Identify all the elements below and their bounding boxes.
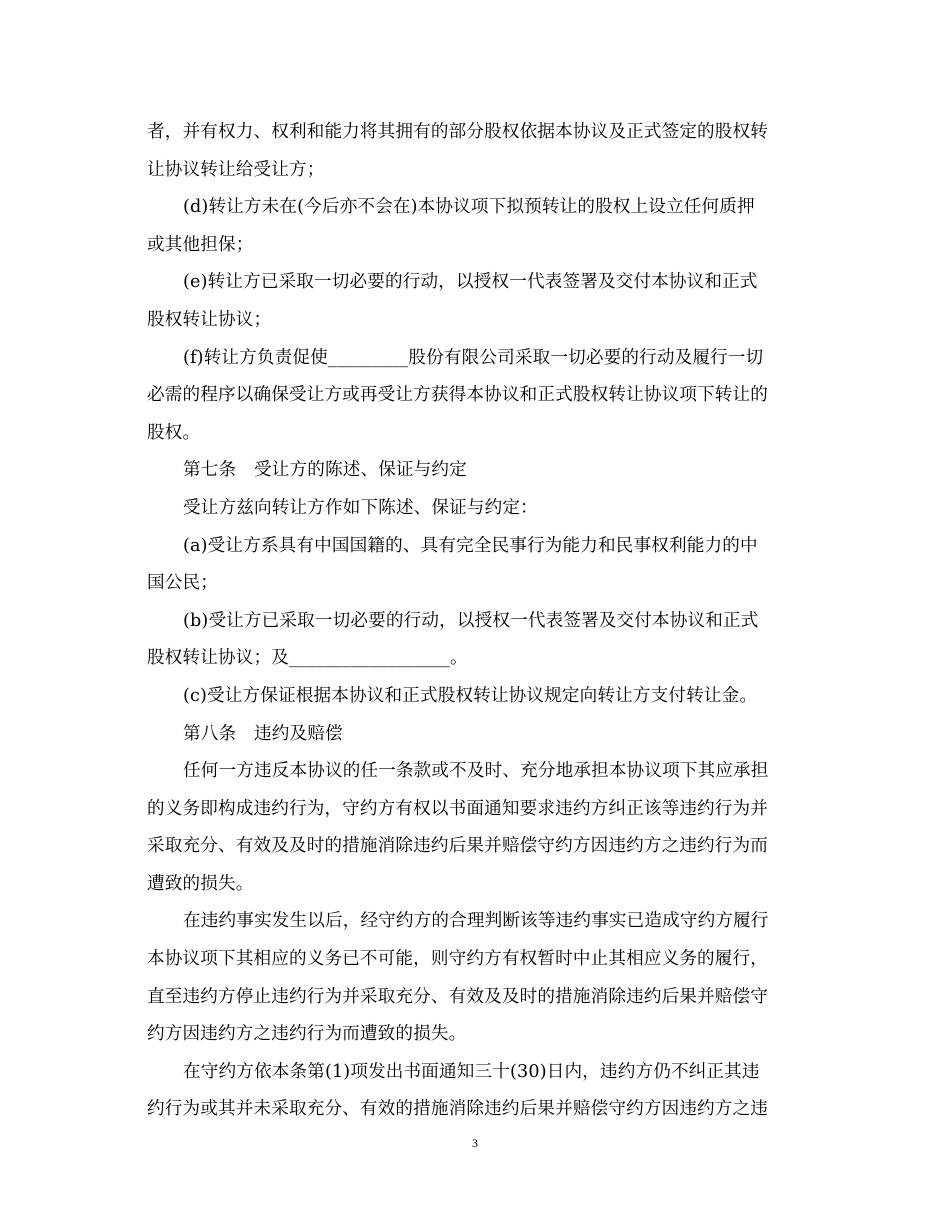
text-line: (c)受让方保证根据本协议和正式股权转让协议规定向转让方支付转让金。 bbox=[183, 685, 758, 706]
text-line: 约方因违约方之违约行为而遭致的损失。 bbox=[147, 1024, 467, 1045]
text-line: 的义务即构成违约行为，守约方有权以书面通知要求违约方纠正该等违约行为并 bbox=[147, 798, 769, 819]
text-line: 直至违约方停止违约行为并采取充分、有效及及时的措施消除违约后果并赔偿守 bbox=[147, 986, 769, 1007]
text-line: (b)受让方已采取一切必要的行动，以授权一代表签署及交付本协议和正式 bbox=[183, 610, 759, 631]
document-body bbox=[147, 114, 807, 1129]
text-line: 股权转让协议；及__________________。 bbox=[147, 648, 468, 669]
text-line: 采取充分、有效及及时的措施消除违约后果并赔偿守约方因违约方之违约行为而 bbox=[147, 836, 769, 857]
text-line: 约行为或其并未采取充分、有效的措施消除违约后果并赔偿守约方因违约方之违 bbox=[147, 1099, 769, 1120]
text-line: 股权。 bbox=[147, 422, 201, 443]
text-line: 在守约方依本条第(1)项发出书面通知三十(30)日内，违约方仍不纠正其违 bbox=[183, 1061, 760, 1082]
text-line: 受让方兹向转让方作如下陈述、保证与约定： bbox=[183, 497, 538, 518]
text-line: 股权转让协议； bbox=[147, 309, 272, 330]
text-line: (d)转让方未在(今后亦不会在)本协议项下拟预转让的股权上设立任何质押 bbox=[183, 197, 755, 218]
text-line: (f)转让方负责促使_________股份有限公司采取一切必要的行动及履行一切 bbox=[183, 347, 764, 368]
text-line: 第八条 违约及赔偿 bbox=[183, 723, 343, 744]
page-number: 3 bbox=[472, 1136, 478, 1150]
text-line: 国公民； bbox=[147, 573, 218, 594]
text-line: 任何一方违反本协议的任一条款或不及时、充分地承担本协议项下其应承担 bbox=[183, 761, 769, 782]
text-line: (e)转让方已采取一切必要的行动，以授权一代表签署及交付本协议和正式 bbox=[183, 272, 758, 293]
text-line: (a)受让方系具有中国国籍的、具有完全民事行为能力和民事权利能力的中 bbox=[183, 535, 758, 556]
text-line: 让协议转让给受让方； bbox=[147, 159, 325, 180]
text-line: 者，并有权力、权利和能力将其拥有的部分股权依据本协议及正式签定的股权转 bbox=[147, 122, 769, 142]
text-line: 或其他担保； bbox=[147, 234, 254, 255]
text-line: 遭致的损失。 bbox=[147, 873, 254, 894]
text-line: 本协议项下其相应的义务已不可能，则守约方有权暂时中止其相应义务的履行， bbox=[147, 949, 769, 970]
text-line: 必需的程序以确保受让方或再受让方获得本协议和正式股权转让协议项下转让的 bbox=[147, 385, 769, 406]
text-line: 第七条 受让方的陈述、保证与约定 bbox=[183, 460, 467, 481]
text-line: 在违约事实发生以后，经守约方的合理判断该等违约事实已造成守约方履行 bbox=[183, 911, 769, 932]
